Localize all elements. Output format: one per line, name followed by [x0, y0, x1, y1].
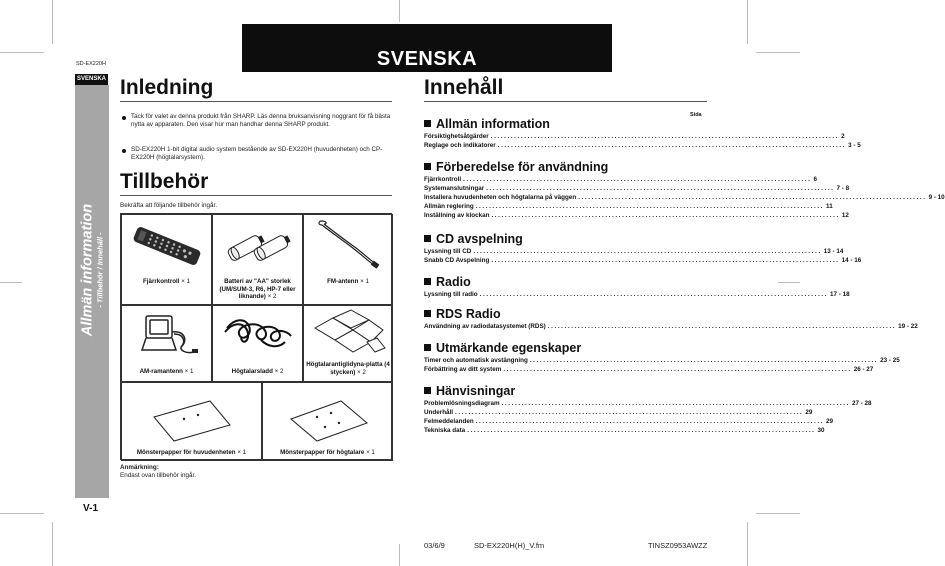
toc-entry[interactable]: Försiktighetsåtgärder ........................................................................................................ 2	[424, 133, 845, 140]
crop-mark	[0, 513, 44, 514]
crop-mark	[399, 544, 400, 566]
model-label: SD-EX220H	[76, 61, 106, 67]
footer-file: SD-EX220H(H)_V.fm	[474, 541, 545, 550]
crop-mark	[52, 522, 53, 566]
toc-entry[interactable]: Inställning av klockan ........................................................................................................ 12	[424, 212, 849, 219]
am-loop-antenna-icon	[132, 310, 202, 358]
accessory-caption	[124, 278, 209, 286]
accessory-cell	[121, 305, 212, 382]
note-text: Endast ovan tillbehör ingår.	[120, 472, 196, 479]
crop-mark	[52, 0, 53, 44]
accessory-label: Högtalarsladd	[231, 368, 273, 375]
page-number: V-1	[83, 503, 99, 514]
accessory-label: Mönsterpapper för huvudenheten	[136, 449, 236, 456]
toc-section-title: Radio	[424, 275, 471, 289]
accessories-heading: Tillbehör	[120, 170, 209, 193]
language-title: SVENSKA	[376, 48, 478, 70]
footer-date: 03/6/9	[424, 541, 445, 550]
toc-entry[interactable]: Användning av radiodatasystemet (RDS) ........................................................................................................ 19 - 22	[424, 323, 918, 330]
note-heading: Anmärkning:	[120, 464, 159, 471]
toc-entry[interactable]: Reglage och indikatorer ........................................................................................................ 3 - 5	[424, 142, 861, 149]
toc-section-title: RDS Radio	[424, 307, 501, 321]
accessory-caption	[306, 278, 390, 286]
accessory-caption	[124, 368, 209, 376]
toc-section-title: CD avspelning	[424, 232, 523, 246]
heading-rule	[424, 101, 707, 102]
crop-mark	[778, 282, 800, 283]
toc-entry[interactable]: Timer och automatisk avstängning ........................................................................................................ 23 - 25	[424, 357, 900, 364]
accessory-caption	[215, 278, 300, 301]
crop-mark	[756, 52, 800, 53]
bullet-dot	[122, 116, 126, 120]
square-bullet-icon	[424, 387, 431, 394]
toc-entry[interactable]: Allmän reglering ........................................................................................................ 11	[424, 203, 833, 210]
accessory-quantity: × 1	[237, 449, 247, 456]
accessory-cell	[303, 214, 393, 305]
accessory-quantity: × 1	[181, 278, 190, 285]
accessory-cell	[121, 382, 262, 461]
template-paper-icon	[287, 397, 371, 445]
square-bullet-icon	[424, 344, 431, 351]
toc-entry[interactable]: Förbättring av ditt system ........................................................................................................ 26 - 27	[424, 366, 874, 373]
speaker-wire-icon	[221, 310, 297, 358]
heading-rule	[120, 195, 392, 196]
fm-antenna-icon	[314, 219, 384, 271]
toc-entry[interactable]: Underhåll ........................................................................................................ 29	[424, 409, 813, 416]
accessory-label: AM-ramantenn	[139, 368, 183, 375]
remote-control-icon	[127, 223, 207, 269]
accessory-label: FM-antenn	[327, 278, 359, 285]
accessory-cell	[212, 214, 303, 305]
page-column-label: Sida	[690, 112, 702, 118]
intro-bullet: SD-EX220H 1-bit digital audio system bestående av SD-EX220H (huvudenheten) och CP-EX220H (högtalarsystem).	[131, 146, 383, 162]
accessory-quantity: × 2	[274, 368, 284, 375]
accessory-label: Högtalarantiglidyna-platta (4 stycken)	[306, 361, 390, 376]
crop-mark	[756, 513, 800, 514]
accessory-caption	[306, 361, 390, 376]
accessory-caption	[215, 368, 300, 376]
toc-entry[interactable]: Lyssning till radio ........................................................................................................ 17 - 18	[424, 291, 850, 298]
toc-entry[interactable]: Systemanslutningar ........................................................................................................ 7 - 8	[424, 185, 850, 192]
footer-code: TINSZ0953AWZZ	[648, 541, 708, 550]
language-badge: SVENSKA	[75, 74, 108, 85]
accessory-quantity: × 1	[360, 278, 369, 285]
crop-mark	[747, 522, 748, 566]
accessory-cell	[121, 214, 212, 305]
square-bullet-icon	[424, 163, 431, 170]
square-bullet-icon	[424, 310, 431, 317]
toc-section-title: Hänvisningar	[424, 384, 515, 398]
accessories-table	[120, 213, 392, 460]
bullet-dot	[122, 149, 126, 153]
square-bullet-icon	[424, 235, 431, 242]
toc-section-title: Allmän information	[424, 117, 550, 131]
sidebar-title-main: Allmän information	[79, 203, 96, 337]
crop-mark	[0, 52, 44, 53]
accessory-label: Fjärrkontroll	[143, 278, 180, 285]
square-bullet-icon	[424, 120, 431, 127]
accessory-quantity: × 2	[267, 293, 277, 301]
accessory-quantity: × 1	[366, 449, 375, 456]
toc-entry[interactable]: Problemlösningsdiagram ........................................................................................................ 27 - 28	[424, 400, 872, 407]
accessory-cell	[303, 305, 393, 382]
accessory-caption	[265, 449, 390, 457]
template-paper-icon	[150, 397, 234, 445]
toc-section-title: Förberedelse för användning	[424, 160, 608, 174]
toc-entry[interactable]: Felmeddelanden ........................................................................................................ 29	[424, 418, 834, 425]
crop-mark	[747, 0, 748, 44]
toc-entry[interactable]: Installera huvudenheten och högtalarna på väggen ........................................................................................................ 9 - 10	[424, 194, 945, 201]
toc-entry[interactable]: Tekniska data ........................................................................................................ 30	[424, 427, 825, 434]
toc-entry[interactable]: Fjärrkontroll ........................................................................................................ 6	[424, 176, 817, 183]
anti-slip-pad-icon	[311, 308, 387, 358]
intro-bullet: Tack för valet av denna produkt från SHARP. Läs denna bruksanvisning noggrant för få bästa nytta av apparaten. Den visar hur man handhar denna SHARP produkt.	[131, 113, 391, 129]
accessory-cell	[262, 382, 393, 461]
intro-heading: Inledning	[120, 76, 214, 99]
sidebar-title	[80, 204, 105, 336]
contents-heading: Innehåll	[424, 76, 504, 99]
square-bullet-icon	[424, 278, 431, 285]
heading-rule	[120, 101, 392, 102]
accessory-quantity: × 1	[184, 368, 194, 375]
accessory-label: Mönsterpapper för högtalare	[280, 449, 365, 456]
accessory-caption	[124, 449, 259, 457]
sidebar-title-sub: - Tillbehör / Inneháll -	[95, 232, 105, 308]
accessories-intro: Bekräfta att följande tillbehör ingår.	[120, 202, 217, 209]
toc-section-title: Utmärkande egenskaper	[424, 341, 581, 355]
accessory-cell	[212, 305, 303, 382]
accessory-label: Batteri av "AA" storlek (UM/SUM-3, R6, HP-7 eller liknande)	[219, 278, 296, 301]
battery-icon	[224, 223, 294, 269]
toc-entry[interactable]: Snabb CD Avspelning ........................................................................................................ 14 - 16	[424, 257, 862, 264]
accessory-quantity: × 2	[357, 368, 366, 376]
toc-entry[interactable]: Lyssning till CD ........................................................................................................ 13 - 14	[424, 248, 844, 255]
crop-mark	[399, 0, 400, 22]
crop-mark	[0, 282, 22, 283]
